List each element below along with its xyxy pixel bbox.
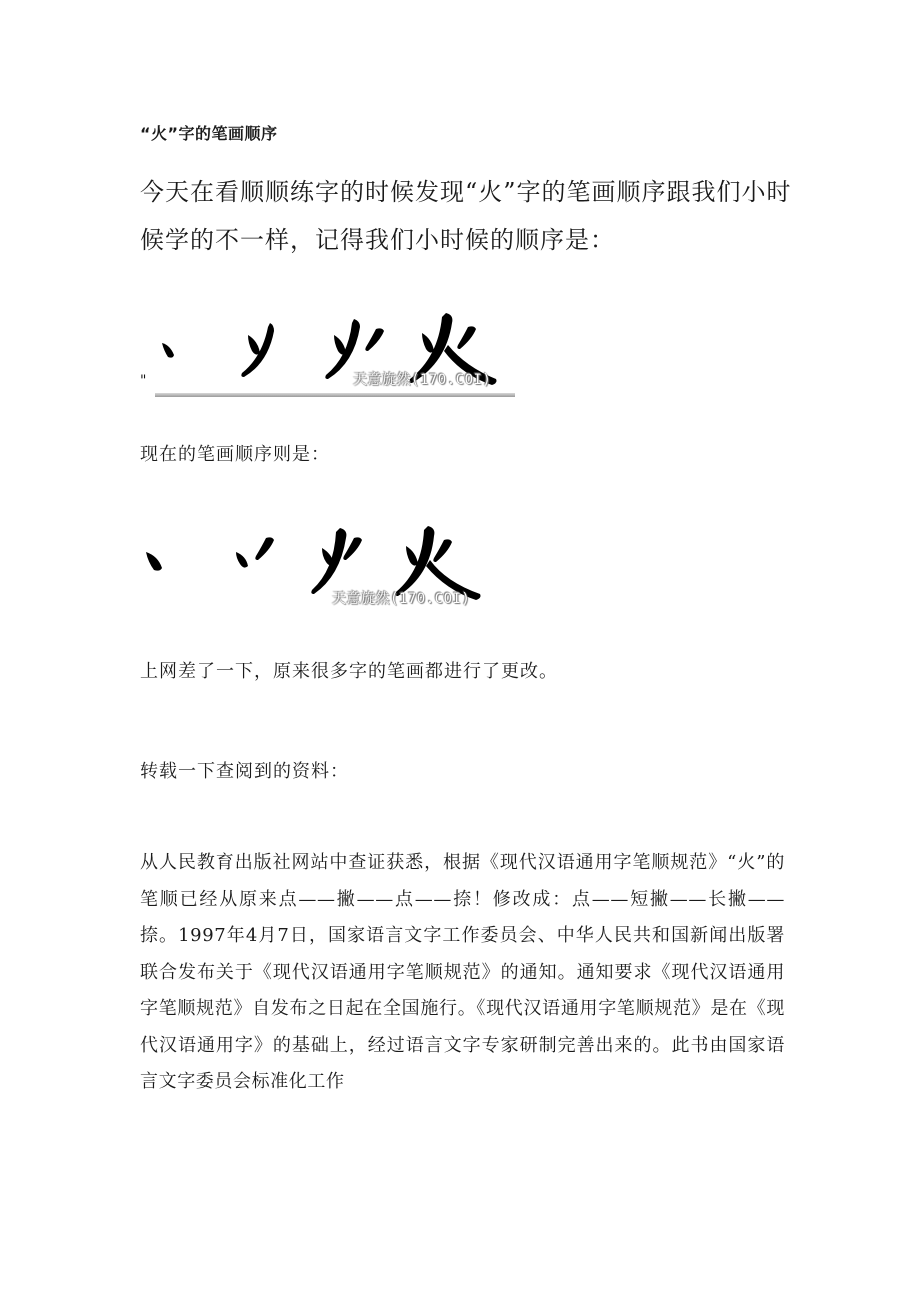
changes-paragraph: 上网差了一下，原来很多字的笔画都进行了更改。 (140, 661, 558, 682)
new-step-2-glyph (236, 537, 274, 567)
new-step-3-glyph (311, 528, 362, 594)
article-title: “火”字的笔画顺序 (140, 124, 278, 143)
new-step-1-glyph (146, 552, 162, 571)
old-stroke-order-figure (140, 305, 520, 405)
repost-paragraph: 转载一下查阅到的资料： (140, 761, 349, 782)
new-figure-watermark: 天意旋然(170.COI) (332, 591, 471, 607)
old-step-2-glyph (241, 323, 274, 377)
reference-body-paragraph: 从人民教育出版社网站中查证获悉，根据《现代汉语通用字笔顺规范》“火”的笔顺已经从原来点——撇——点——捺！修改成：点——短撇——长撇——捺。1997年4月7日，国家语言文字工作委员会、中华人民共和国新闻出版署联合发布关于《现代汉语通用字笔顺规范》的通知。通知要求《现代汉语通用字笔顺规范》自发布之日起在全国施行。《现代汉语通用字笔顺规范》是在《现代汉语通用字》的基础上，经过语言文字专家研制完善出来的。此书由国家语言文字委员会标准化工作 (140, 852, 785, 1092)
old-figure-watermark: 天意旋然(170.COI) (353, 372, 492, 388)
old-step-1-glyph (162, 343, 174, 358)
stray-quote-mark: " (140, 373, 147, 389)
new-stroke-order-figure (140, 520, 520, 620)
intro-paragraph: 今天在看顺顺练字的时候发现“火”字的笔画顺序跟我们小时候学的不一样，记得我们小时候的顺序是： (140, 178, 792, 254)
old-stroke-order-svg (140, 305, 520, 405)
old-figure-underline (155, 393, 515, 397)
current-order-label: 现在的笔画顺序则是： (140, 444, 330, 465)
